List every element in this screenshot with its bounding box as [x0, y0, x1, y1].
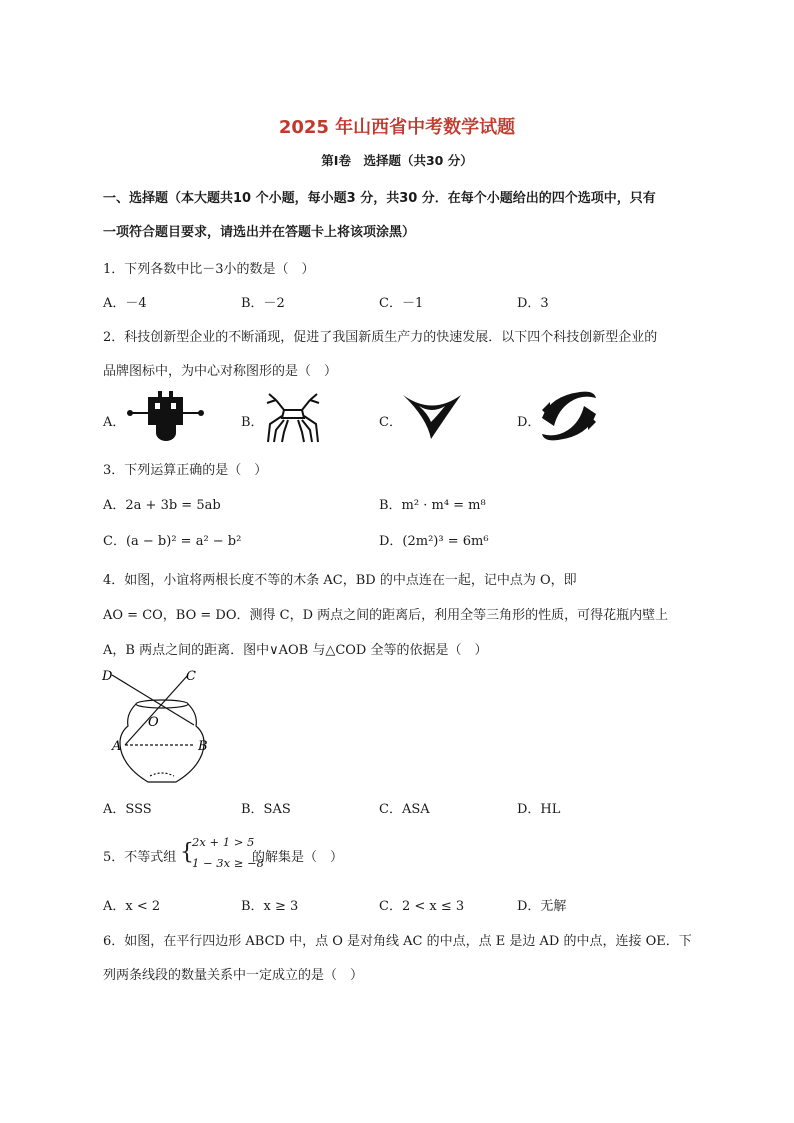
- label-b: B: [198, 739, 208, 754]
- q1-option-c: C．－1: [379, 296, 424, 311]
- s-wave-logo-icon: [540, 388, 598, 444]
- page-title: 2025 年山西省中考数学试题: [278, 117, 516, 138]
- crab-logo-icon: [262, 390, 324, 444]
- q2-option-b-label: B．: [241, 415, 264, 430]
- q5-option-d: D．无解: [517, 899, 567, 914]
- label-c: C: [186, 669, 196, 684]
- q3-option-a: A．2a + 3b = 5ab: [103, 498, 221, 513]
- q2-option-a-label: A．: [103, 415, 126, 430]
- q2-option-d-label: D．: [517, 415, 541, 430]
- robot-logo-icon: [126, 389, 206, 445]
- q5-option-b: B．x ≥ 3: [241, 899, 299, 914]
- q5-stem-suffix: 的解集是（ ）: [252, 850, 344, 865]
- q5-system-line1: 2x + 1 > 5: [192, 835, 255, 849]
- q6-stem-line2: 列两条线段的数量关系中一定成立的是（ ）: [103, 968, 364, 983]
- q4-option-b: B．SAS: [241, 802, 291, 817]
- q2-stem-line2: 品牌图标中，为中心对称图形的是（ ）: [103, 364, 338, 379]
- label-o: O: [148, 715, 159, 730]
- q5-system-line2: 1 − 3x ≥ −8: [192, 856, 264, 870]
- section-instructions-line1: 一、选择题（本大题共10 个小题，每小题3 分，共30 分．在每个小题给出的四个选项中，只有: [103, 191, 656, 206]
- q3-option-c: C．(a − b)² = a² − b²: [103, 534, 242, 549]
- q5-stem-prefix: 5．不等式组: [103, 850, 177, 865]
- q4-stem-line3: A，B 两点之间的距离．图中∨AOB 与△COD 全等的依据是（ ）: [103, 643, 488, 658]
- q1-option-a: A．－4: [103, 296, 147, 311]
- q3-stem: 3．下列运算正确的是（ ）: [103, 463, 268, 478]
- label-d: D: [102, 669, 113, 684]
- q4-option-c: C．ASA: [379, 802, 430, 817]
- q3-option-d: D．(2m²)³ = 6m⁶: [379, 534, 489, 549]
- q2-option-c-label: C．: [379, 415, 402, 430]
- q2-stem-line1: 2．科技创新型企业的不断涌现，促进了我国新质生产力的快速发展．以下四个科技创新型企业的: [103, 330, 658, 345]
- q5-option-a: A．x < 2: [103, 899, 161, 914]
- q4-stem-line2: AO = CO，BO = DO．测得 C，D 两点之间的距离后，利用全等三角形的性质，可得花瓶内壁上: [103, 608, 669, 623]
- q5-option-c: C．2 < x ≤ 3: [379, 899, 465, 914]
- segment-ca: [125, 675, 188, 745]
- section-subtitle: 第Ⅰ卷 选择题（共30 分）: [321, 153, 473, 168]
- q1-stem: 1．下列各数中比－3小的数是（ ）: [103, 262, 315, 277]
- label-a: A: [112, 739, 122, 754]
- q6-stem-line1: 6．如图，在平行四边形 ABCD 中，点 O 是对角线 AC 的中点，点 E 是边 AD 的中点，连接 OE．下: [103, 934, 692, 949]
- q4-option-d: D．HL: [517, 802, 561, 817]
- vase-figure: [98, 664, 216, 788]
- section-instructions-line2: 一项符合题目要求，请选出并在答题卡上将该项涂黑）: [103, 225, 416, 240]
- curved-triangle-logo-icon: [401, 392, 463, 442]
- q3-option-b: B．m² · m⁴ = m⁸: [379, 498, 486, 513]
- q4-stem-line1: 4．如图，小谊将两根长度不等的木条 AC，BD 的中点连在一起，记中点为 O，即: [103, 573, 577, 588]
- q1-option-b: B．－2: [241, 296, 285, 311]
- q4-option-a: A．SSS: [103, 802, 152, 817]
- left-brace-icon: {: [180, 840, 194, 865]
- q1-option-d: D．3: [517, 296, 549, 311]
